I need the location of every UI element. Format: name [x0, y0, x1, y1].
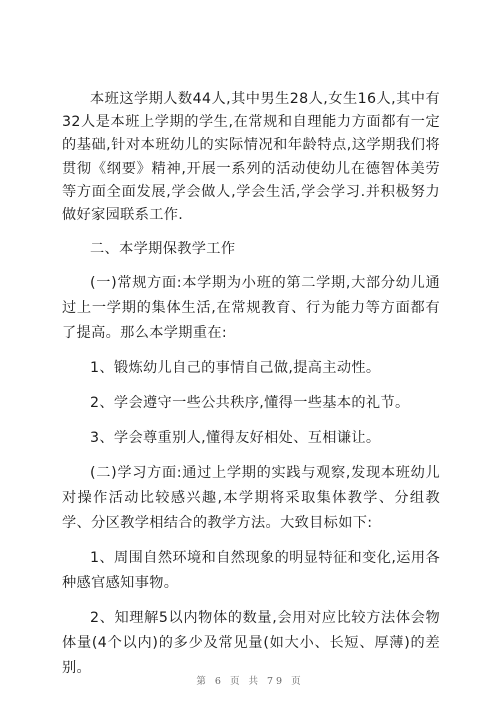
section-heading: 二、本学期保教学工作 [90, 241, 236, 258]
list-item-routine-goal-3: 3、学会尊重别人,懂得友好相处、互相谦让。 [90, 430, 381, 447]
list-item-routine-goal-1: 1、锻炼幼儿自己的事情自己做,提高主动性。 [90, 360, 381, 377]
list-item-learning-goal-2: 2、知理解5以内物体的数量,会用对应比较方法体会物体量(4个以内)的多少及常见量(如大小、长短、厚薄)的差别。 [62, 610, 440, 677]
list-item-learning-goal-1: 1、周围自然环境和自然现象的明显特征和变化,运用各种感官感知事物。 [62, 550, 440, 592]
paragraph-routine-aspect: (一)常规方面:本学期为小班的第二学期,大部分幼儿通过上一学期的集体生活,在常规教育、行为能力等方面都有了提高。那么本学期重在: [62, 275, 440, 342]
paragraph-learning-aspect: (二)学习方面:通过上学期的实践与观察,发现本班幼儿对操作活动比较感兴趣,本学期将采取集体教学、分组教学、分区教学相结合的教学方法。大致目标如下: [62, 465, 440, 532]
list-item-routine-goal-2: 2、学会遵守一些公共秩序,懂得一些基本的礼节。 [90, 395, 410, 412]
page-number-footer: 第 6 页 共 79 页 [196, 676, 304, 687]
page-body [62, 88, 440, 691]
paragraph-class-overview: 本班这学期人数44人,其中男生28人,女生16人,其中有32人是本班上学期的学生,在常规和自理能力方面都有一定的基础,针对本班幼儿的实际情况和年龄特点,这学期我们将贯彻《纲要》精神,开展一系列的活动使幼儿在德智体美劳等方面全面发展,学会做人,学会生活,学会学习.并积极努力做好家园联系工作. [62, 91, 440, 224]
